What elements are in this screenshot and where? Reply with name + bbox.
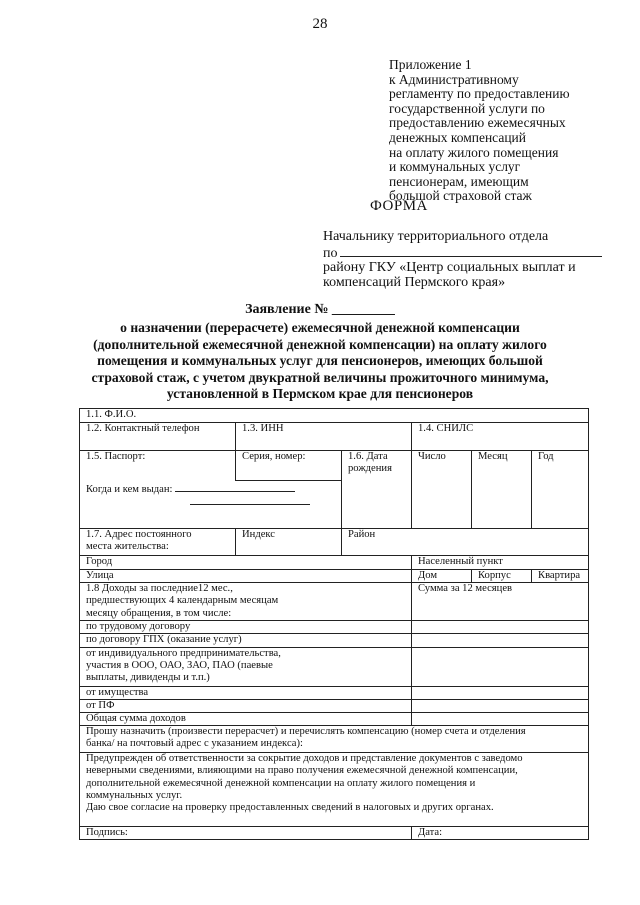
birth-date-label: 1.6. Дата рождения (342, 451, 412, 529)
page-number: 28 (312, 16, 328, 32)
building-field[interactable]: Корпус (472, 570, 532, 583)
inn-field[interactable]: 1.3. ИНН (236, 423, 412, 451)
document-title: Заявление № _________ (245, 302, 395, 317)
annex-line: регламенту по предоставлению (389, 86, 570, 102)
annex-line: пенсионерам, имеющим (389, 173, 529, 189)
addressee-line: району ГКУ «Центр социальных выплат и (323, 260, 576, 276)
annex-line: денежных компенсаций (389, 129, 526, 145)
addressee-line: компенсаций Пермского края» (323, 274, 506, 290)
snils-field[interactable]: 1.4. СНИЛС (412, 423, 589, 451)
postcode-field[interactable]: Индекс (236, 529, 342, 556)
annex-line: и коммунальных услуг (389, 159, 521, 175)
subtitle-line: помещения и коммунальных услуг для пенсионеров, имеющих большой (97, 353, 543, 369)
income-gph-label: по договору ГПХ (оказание услуг) (80, 634, 412, 647)
application-form-table (79, 408, 589, 840)
annex-header (389, 58, 629, 204)
issued-by-field[interactable]: Когда и кем выдан: (80, 481, 342, 529)
signature-field[interactable]: Подпись: (80, 827, 412, 840)
apartment-field[interactable]: Квартира (532, 570, 589, 583)
passport-series-field[interactable]: Серия, номер: (236, 451, 342, 481)
phone-field[interactable]: 1.2. Контактный телефон (80, 423, 236, 451)
annex-line: Приложение 1 (389, 57, 472, 72)
street-field[interactable]: Улица (80, 570, 412, 583)
fio-field[interactable]: 1.1. Ф.И.О. (80, 409, 589, 423)
date-field[interactable]: Дата: (412, 827, 589, 840)
income-property-value[interactable] (412, 686, 589, 699)
annex-line: предоставлению ежемесячных (389, 115, 566, 131)
income-business-label: от индивидуального предпринимательства, участия в ООО, ОАО, ЗАО, ПАО (паевые выплаты, дивиденды и т.п.) (80, 647, 412, 686)
income-pf-value[interactable] (412, 699, 589, 712)
annex-line: к Административному (389, 71, 519, 87)
subtitle-line: (дополнительной ежемесячной денежной компенсации) на оплату жилого (93, 336, 547, 352)
income-labor-value[interactable] (412, 621, 589, 634)
subtitle-line: страховой стаж, с учетом двукратной величины прожиточного минимума, (91, 369, 549, 385)
income-total-label: Общая сумма доходов (80, 713, 412, 726)
settlement-field[interactable]: Населенный пункт (412, 556, 589, 570)
income-business-value[interactable] (412, 647, 589, 686)
forma-label: ФОРМА (370, 198, 428, 214)
district-field[interactable]: Район (342, 529, 589, 556)
birth-year-field[interactable]: Год (532, 451, 589, 529)
addressee-line: по (323, 245, 623, 262)
address-label: 1.7. Адрес постоянного места жительства: (80, 529, 236, 556)
birth-month-field[interactable]: Месяц (472, 451, 532, 529)
income-labor-label: по трудовому договору (80, 621, 412, 634)
addressee-line: Начальнику территориального отдела (323, 229, 549, 244)
document-subtitle (60, 320, 580, 403)
annex-line: на оплату жилого помещения (389, 144, 559, 160)
house-field[interactable]: Дом (412, 570, 472, 583)
subtitle-line: установленной в Пермском крае для пенсионеров (166, 386, 474, 402)
liability-notice: Предупрежден об ответственности за сокрытие доходов и представление документов с заведомо неверными сведениями, влияющими на право получения ежемесячной денежной компенсации, дополнительной ежемесячной денежной компенсации на оплату жилого помещения и коммунальных услуг. Даю свое согласие на проверку предоставленных сведений в налоговых и других органах. (80, 753, 589, 827)
annex-line: большой страховой стаж (389, 188, 532, 204)
income-total-value[interactable] (412, 713, 589, 726)
income-gph-value[interactable] (412, 634, 589, 647)
income-label: 1.8 Доходы за последние12 мес., предшествующих 4 календарным месяцам месяцу обращения, в том числе: (80, 583, 412, 621)
annex-line: государственной услуги по (389, 100, 545, 116)
income-pf-label: от ПФ (80, 699, 412, 712)
city-field[interactable]: Город (80, 556, 412, 570)
passport-label: 1.5. Паспорт: (80, 451, 236, 481)
payment-request-field[interactable]: Прошу назначить (произвести перерасчет) и перечислять компенсацию (номер счета и отделения банка/ на почтовый адрес с указанием индекса): (80, 726, 589, 753)
income-sum-header: Сумма за 12 месяцев (412, 583, 589, 621)
income-property-label: от имущества (80, 686, 412, 699)
addressee-block (323, 230, 623, 290)
subtitle-line: о назначении (перерасчете) ежемесячной денежной компенсации (120, 320, 520, 335)
birth-day-field[interactable]: Число (412, 451, 472, 529)
